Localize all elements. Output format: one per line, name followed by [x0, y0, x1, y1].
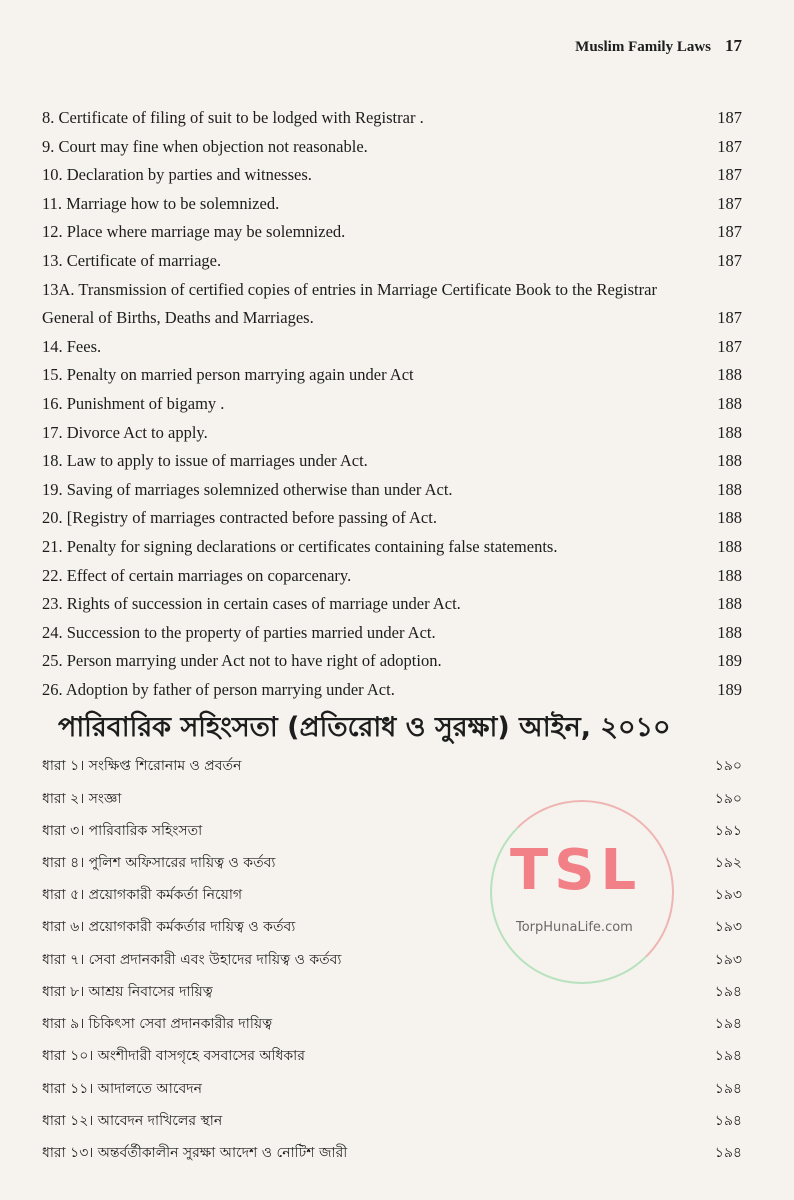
entry-title: 13A. Transmission of certified copies of entries in Marriage Certificate Book to the Registrar General of Births, Deaths and Marriages.: [42, 279, 657, 328]
entry-page: ১৯৩: [714, 951, 742, 968]
toc-entry: [42, 161, 742, 190]
entry-page: 187: [717, 250, 742, 270]
entry-page: ১৯৪: [714, 1144, 742, 1161]
entry-page: ১৯৪: [714, 1112, 742, 1129]
bengali-toc: [42, 750, 742, 1169]
toc-entry: [42, 1137, 742, 1169]
entry-title: ধারা ৮। আশ্রয় নিবাসের দায়িত্ব: [42, 983, 213, 1000]
entry-page: 188: [717, 536, 742, 556]
entry-page: ১৯৪: [714, 1080, 742, 1097]
entry-title: ধারা ১১। আদালতে আবেদন: [42, 1080, 202, 1097]
entry-title: 26. Adoption by father of person marrying under Act.: [42, 679, 395, 699]
entry-title: 9. Court may fine when objection not reasonable.: [42, 136, 368, 156]
entry-page: 187: [717, 222, 742, 242]
entry-page: 188: [717, 565, 742, 585]
entry-title: ধারা ২। সংজ্ঞা: [42, 790, 122, 807]
toc-entry: [42, 562, 742, 591]
entry-page: 187: [717, 308, 742, 328]
entry-page: 188: [717, 622, 742, 642]
entry-title: 16. Punishment of bigamy .: [42, 393, 225, 413]
entry-title: 11. Marriage how to be solemnized.: [42, 193, 280, 213]
entry-title: 18. Law to apply to issue of marriages under Act.: [42, 451, 368, 471]
toc-entry: [42, 590, 742, 619]
entry-title: ধারা ৭। সেবা প্রদানকারী এবং উহাদের দায়িত্ব ও কর্তব্য: [42, 951, 342, 968]
entry-title: 24. Succession to the property of parties married under Act.: [42, 622, 436, 642]
entry-page: ১৯৩: [714, 919, 742, 936]
entry-page: 188: [717, 479, 742, 499]
toc-entry: [42, 783, 742, 815]
toc-entry: [42, 333, 742, 362]
toc-entry: [42, 361, 742, 390]
entry-page: ১৯৩: [714, 887, 742, 904]
toc-entry: [42, 247, 742, 276]
entry-page: ১৯৪: [714, 1048, 742, 1065]
entry-page: 189: [717, 679, 742, 699]
toc-entry: [42, 847, 742, 879]
entry-page: ১৯০: [714, 790, 742, 807]
toc-entry: [42, 447, 742, 476]
toc-entry: [42, 647, 742, 676]
entry-page: 188: [717, 393, 742, 413]
entry-page: ১৯২: [714, 855, 742, 872]
entry-page: ১৯১: [714, 822, 742, 839]
entry-title: 14. Fees.: [42, 336, 102, 356]
toc-entry: [42, 533, 742, 562]
entry-title: ধারা ১। সংক্ষিপ্ত শিরোনাম ও প্রবর্তন: [42, 758, 242, 775]
entry-title: 15. Penalty on married person marrying again under Act: [42, 365, 414, 385]
entry-page: 187: [717, 336, 742, 356]
english-toc: [42, 104, 742, 704]
toc-entry: [42, 218, 742, 247]
entry-page: 187: [717, 193, 742, 213]
entry-title: 20. [Registry of marriages contracted before passing of Act.: [42, 508, 437, 528]
entry-title: ধারা ৯। চিকিৎসা সেবা প্রদানকারীর দায়িত্ব: [42, 1016, 273, 1033]
entry-title: 21. Penalty for signing declarations or certificates containing false statements.: [42, 536, 558, 556]
toc-entry: [42, 476, 742, 505]
entry-title: 19. Saving of marriages solemnized otherwise than under Act.: [42, 479, 453, 499]
toc-entry: [42, 504, 742, 533]
entry-title: ধারা ৬। প্রয়োগকারী কর্মকর্তার দায়িত্ব ও কর্তব্য: [42, 919, 296, 936]
toc-entry: [42, 276, 742, 333]
toc-entry: [42, 911, 742, 943]
toc-entry: [42, 190, 742, 219]
toc-entry: [42, 1105, 742, 1137]
toc-entry: [42, 976, 742, 1008]
toc: [42, 104, 742, 1169]
header-title: Muslim Family Laws: [575, 39, 711, 55]
entry-title: ধারা ১৩। অন্তর্বর্তীকালীন সুরক্ষা আদেশ ও নোটিশ জারী: [42, 1144, 348, 1161]
entry-page: 188: [717, 594, 742, 614]
entry-title: ধারা ১০। অংশীদারী বাসগৃহে বসবাসের অধিকার: [42, 1048, 305, 1065]
watermark-site: TorpHunaLife.com: [516, 920, 633, 935]
entry-title: ধারা ৩। পারিবারিক সহিংসতা: [42, 822, 203, 839]
entry-title: ধারা ১২। আবেদন দাখিলের স্থান: [42, 1112, 223, 1129]
toc-entry: [42, 879, 742, 911]
entry-title: ধারা ৪। পুলিশ অফিসারের দায়িত্ব ও কর্তব্য: [42, 855, 276, 872]
entry-title: 8. Certificate of filing of suit to be lodged with Registrar .: [42, 108, 424, 127]
watermark-logo-text: TSL: [510, 838, 643, 903]
entry-page: 188: [717, 422, 742, 442]
entry-title: 17. Divorce Act to apply.: [42, 422, 208, 442]
entry-page: 187: [717, 108, 742, 127]
entry-page: 189: [717, 651, 742, 671]
toc-entry: [42, 419, 742, 448]
toc-entry: [42, 815, 742, 847]
entry-page: 187: [717, 165, 742, 185]
toc-entry: [42, 750, 742, 782]
entry-page: ১৯৪: [714, 983, 742, 1000]
entry-page: 188: [717, 365, 742, 385]
toc-entry: [42, 133, 742, 162]
toc-entry: [42, 944, 742, 976]
entry-title: 13. Certificate of marriage.: [42, 250, 222, 270]
entry-page: 187: [717, 136, 742, 156]
toc-entry: [42, 619, 742, 648]
toc-entry: [42, 676, 742, 705]
entry-title: 22. Effect of certain marriages on coparcenary.: [42, 565, 352, 585]
entry-page: ১৯৪: [714, 1016, 742, 1033]
toc-entry: [42, 1008, 742, 1040]
toc-entry: [42, 104, 742, 133]
entry-title: 23. Rights of succession in certain cases of marriage under Act.: [42, 594, 461, 614]
entry-page: 188: [717, 451, 742, 471]
running-header: [575, 36, 742, 56]
entry-page: 188: [717, 508, 742, 528]
toc-entry: [42, 390, 742, 419]
section-heading: পারিবারিক সহিংসতা (প্রতিরোধ ও সুরক্ষা) আইন, ২০১০: [58, 712, 671, 744]
entry-title: ধারা ৫। প্রয়োগকারী কর্মকর্তা নিয়োগ: [42, 887, 243, 904]
toc-entry: [42, 1040, 742, 1072]
entry-title: 10. Declaration by parties and witnesses.: [42, 165, 312, 185]
entry-title: 12. Place where marriage may be solemnized.: [42, 222, 346, 242]
page-number: 17: [725, 36, 742, 55]
entry-page: ১৯০: [714, 758, 742, 775]
entry-title: 25. Person marrying under Act not to have right of adoption.: [42, 651, 442, 671]
toc-entry: [42, 1073, 742, 1105]
